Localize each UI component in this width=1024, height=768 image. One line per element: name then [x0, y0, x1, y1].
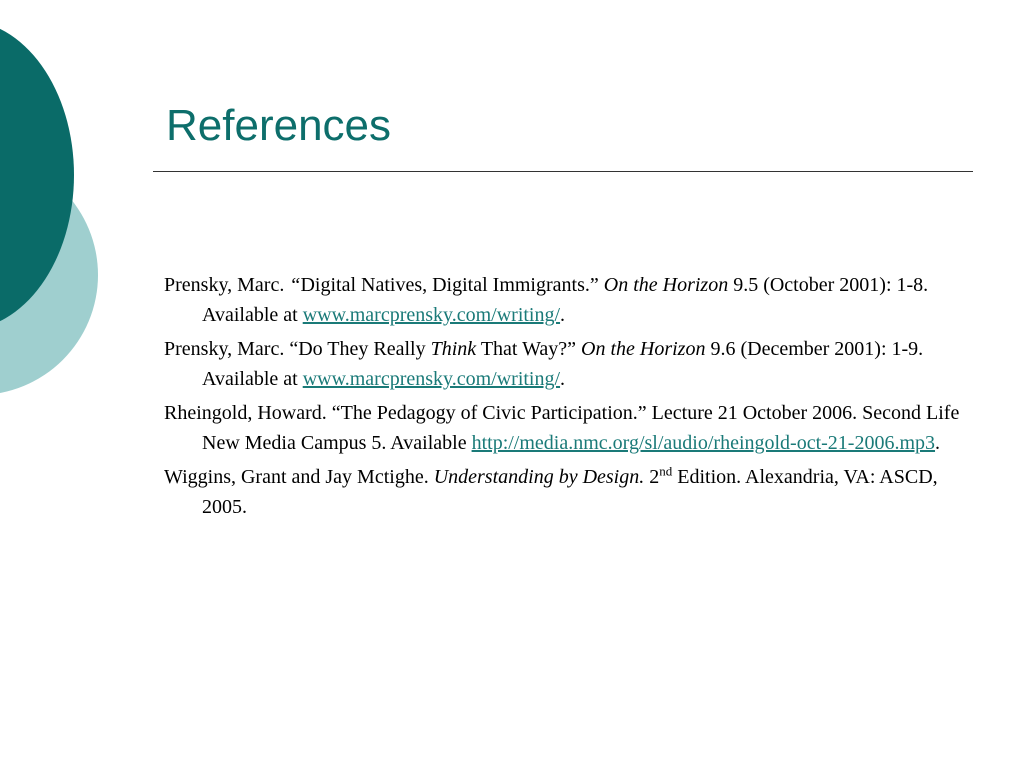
ref-link[interactable]: http://media.nmc.org/sl/audio/rheingold-oct-21-2006.mp3	[471, 432, 936, 454]
ref-link[interactable]: www.marcprensky.com/writing/	[302, 368, 561, 390]
ref-edition-suffix: nd	[659, 463, 673, 479]
ref-edition-rest: Edition. Alexandria, VA: ASCD, 2005.	[202, 466, 938, 518]
ref-issue: 9.6 (December 2001): 1-9. Available at	[202, 338, 924, 390]
reference-item	[164, 270, 964, 330]
reference-item	[164, 334, 964, 394]
ref-author: Prensky, Marc.	[164, 274, 285, 296]
reference-item	[164, 462, 964, 522]
ref-issue: 9.5 (October 2001): 1-8. Available at	[202, 274, 929, 326]
reference-item	[164, 398, 964, 458]
ref-end: .	[560, 304, 566, 326]
ref-author: Prensky, Marc.	[164, 338, 285, 360]
ref-title-emphasis: Think	[430, 338, 477, 360]
title-divider	[153, 171, 973, 172]
ref-article-title: Digital Natives, Digital Immigrants.”	[300, 274, 599, 296]
ref-end: .	[935, 432, 941, 454]
ref-edition-number: 2	[649, 466, 660, 488]
ref-title-pre: “Do They Really	[289, 338, 426, 360]
ref-quote-mark: “	[289, 274, 301, 296]
slide-title: References	[166, 101, 392, 150]
ref-text: Rheingold, Howard. “The Pedagogy of Civic Participation.” Lecture 21 October 2006. Second Life New Media Campus 5. Available	[164, 402, 960, 454]
ref-title-post: That Way?”	[480, 338, 577, 360]
ref-journal: On the Horizon	[581, 338, 706, 360]
ref-book-title: Understanding by Design.	[433, 466, 645, 488]
reference-list	[164, 270, 964, 526]
ref-end: .	[560, 368, 566, 390]
ref-link[interactable]: www.marcprensky.com/writing/	[302, 304, 561, 326]
ref-author: Wiggins, Grant and Jay Mctighe.	[164, 466, 429, 488]
ref-journal: On the Horizon	[603, 274, 729, 296]
